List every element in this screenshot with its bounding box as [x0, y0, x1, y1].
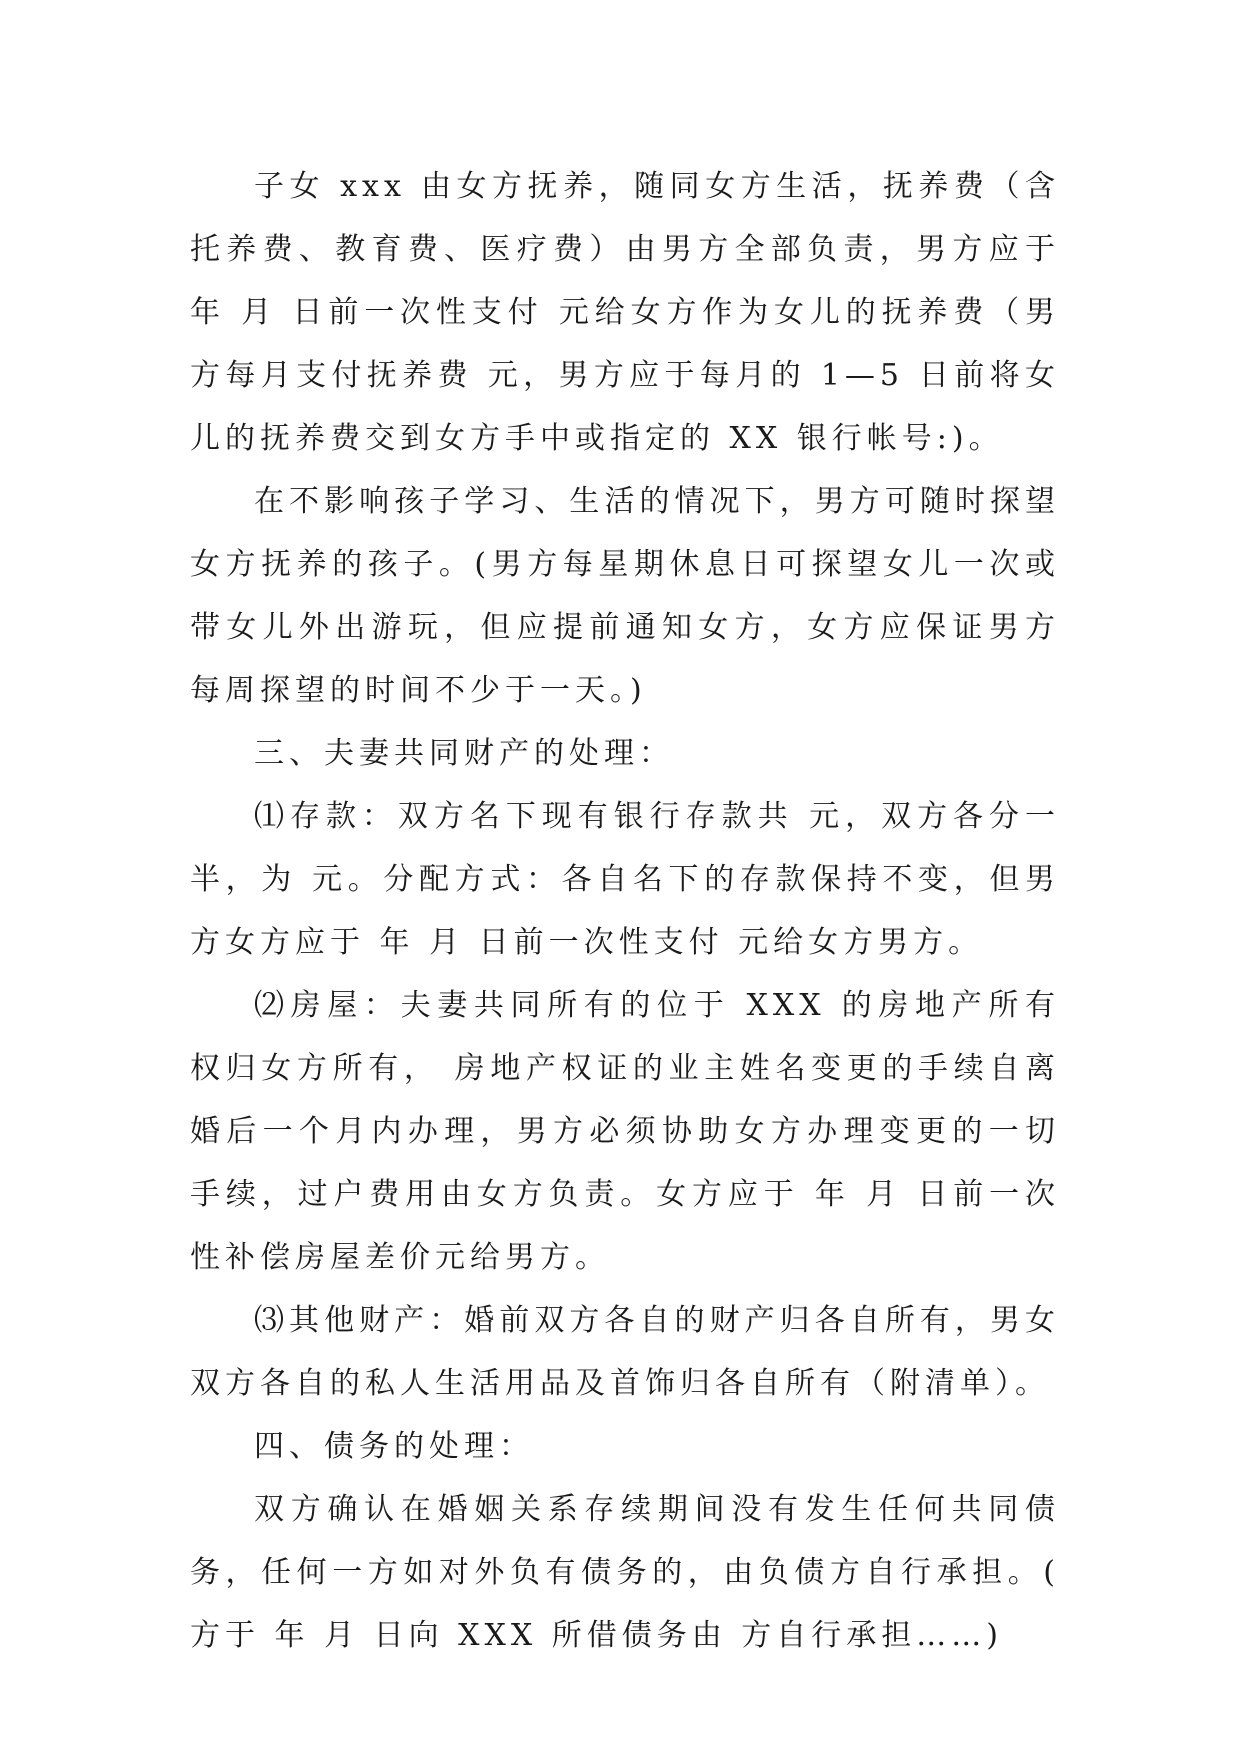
document-page: [190, 155, 1060, 1667]
paragraph-deposits: ⑴存款：双方名下现有银行存款共 元，双方各分一半，为 元。分配方式：各自名下的存款保持不变，但男方女方应于 年 月 日前一次性支付 元给女方男方。: [190, 799, 1060, 960]
paragraph-child-custody: 子女 xxx 由女方抚养，随同女方生活，抚养费（含托养费、教育费、医疗费）由男方全部负责，男方应于 年 月 日前一次性支付 元给女方作为女儿的抚养费（男方每月支付抚养费 元，男方应于每月的 1—5 日前将女儿的抚养费交到女方手中或指定的 XX 银行帐号:)。: [190, 169, 1060, 456]
paragraph-house: ⑵房屋：夫妻共同所有的位于 XXX 的房地产所有权归女方所有， 房地产权证的业主姓名变更的手续自离婚后一个月内办理，男方必须协助女方办理变更的一切手续，过户费用由女方负责。女方应于 年 月 日前一次性补偿房屋差价元给男方。: [190, 988, 1060, 1275]
section-heading-debts: 四、债务的处理：: [254, 1429, 534, 1464]
section-heading-property: 三、夫妻共同财产的处理：: [254, 736, 674, 771]
paragraph-other-property: ⑶其他财产：婚前双方各自的财产归各自所有，男女双方各自的私人生活用品及首饰归各自所有（附清单）。: [190, 1303, 1060, 1401]
paragraph-debts: 双方确认在婚姻关系存续期间没有发生任何共同债务，任何一方如对外负有债务的，由负债方自行承担。( 方于 年 月 日向 XXX 所借债务由 方自行承担……): [190, 1492, 1060, 1653]
paragraph-visitation: 在不影响孩子学习、生活的情况下，男方可随时探望女方抚养的孩子。(男方每星期休息日可探望女儿一次或带女儿外出游玩，但应提前通知女方，女方应保证男方每周探望的时间不少于一天。): [190, 484, 1060, 708]
